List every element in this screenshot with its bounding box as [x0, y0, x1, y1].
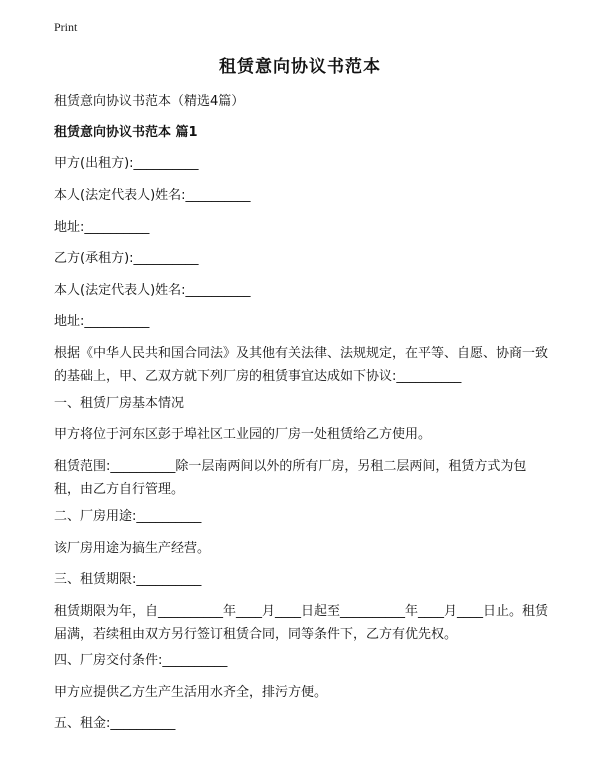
- section-heading-4: 四、厂房交付条件:__________: [54, 653, 228, 668]
- lessee-field: 乙方(承租方):__________: [54, 251, 199, 266]
- paragraph-usage: 该厂房用途为搞生产经营。: [54, 541, 211, 556]
- lessor-field: 甲方(出租方):__________: [54, 156, 199, 171]
- lessee-address-field: 地址:__________: [54, 314, 150, 329]
- paragraph-scope: 租赁范围:__________除一层南两间以外的所有厂房，另租二层两间，租赁方式为包租，由乙方自行管理。: [54, 459, 527, 497]
- paragraph-term: 租赁期限为年，自__________年____月____日起至__________年____月____日止。租赁届满，若续租由双方另行签订租赁合同，同等条件下，乙方有优先权。: [54, 604, 549, 642]
- preamble-paragraph: 根据《中华人民共和国合同法》及其他有关法律、法规规定，在平等、自愿、协商一致的基础上，甲、乙双方就下列厂房的租赁事宜达成如下协议:__________: [54, 346, 549, 384]
- print-label: Print: [54, 20, 78, 34]
- document-title: 租赁意向协议书范本: [219, 57, 381, 77]
- paragraph-delivery: 甲方应提供乙方生产生活用水齐全，排污方便。: [54, 685, 328, 700]
- section-heading-1: 一、租赁厂房基本情况: [54, 396, 185, 411]
- section-heading-5: 五、租金:__________: [54, 716, 176, 731]
- lessor-address-field: 地址:__________: [54, 220, 150, 235]
- section-title: 租赁意向协议书范本 篇1: [54, 125, 198, 140]
- section-heading-3: 三、租赁期限:__________: [54, 572, 202, 587]
- section-heading-2: 二、厂房用途:__________: [54, 509, 202, 524]
- lessor-rep-name-field: 本人(法定代表人)姓名:__________: [54, 188, 251, 203]
- document-intro: 租赁意向协议书范本（精选4篇）: [54, 94, 245, 109]
- lessee-rep-name-field: 本人(法定代表人)姓名:__________: [54, 283, 251, 298]
- paragraph-location: 甲方将位于河东区彭于埠社区工业园的厂房一处租赁给乙方使用。: [54, 427, 432, 442]
